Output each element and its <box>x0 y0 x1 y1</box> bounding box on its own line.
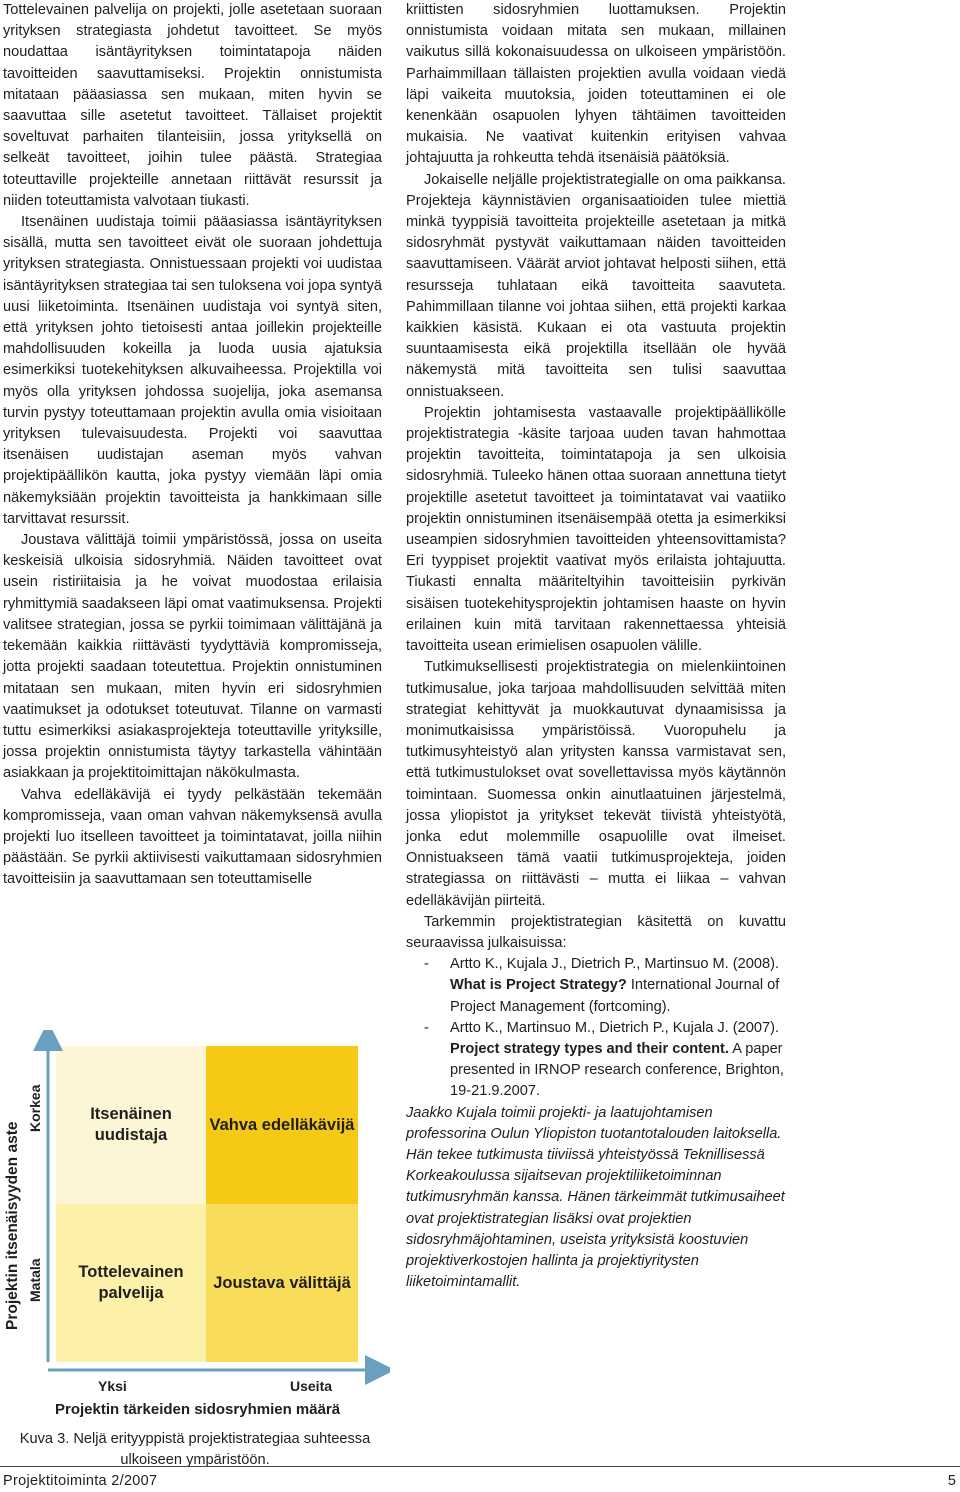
cell-tottelevainen-palvelija: Tottelevainen palvelija <box>78 1263 184 1302</box>
list-dash: - <box>424 1019 429 1036</box>
paragraph: Tarkemmin projektistrategian käsitettä on kuvattu seuraavissa julkaisuissa: <box>406 913 786 951</box>
reference-authors: Artto K., Kujala J., Dietrich P., Martinsuo M. (2008). <box>450 956 780 973</box>
y-tick-matala: Matala <box>27 1258 43 1302</box>
paragraph: Joustava välittäjä toimii ympäristössä, jossa on useita keskeisiä ulkoisia sidosryhmiä. Näiden tavoitteet ovat usein ristiriitaisia ja he voivat muodostaa erilaisia ryhmittymiä saadakseen läpi omat vaatimuksensa. Projekti valitsee strategian, jossa se pyrkii toimimaan välittäjänä ja tekemään kaikkia riittävästi tyydyttäviä kompromisseja, jotta projekti saadaan toteutettua. Projektin onnistuminen mitataan sen mukaan, miten hyvin eri sidosryhmien vaatimukset ja odotukset toteutuvat. Tilanne on varmasti tuttu esimerkiksi asiakasprojekteja toteuttaville yrityksille, jossa projektin onnistumista täytyy tarkastella vähintään asiakkaan ja projektitoimittajan näkökulmasta. <box>3 532 382 782</box>
right-column <box>406 0 786 1293</box>
figure-caption: Kuva 3. Neljä erityyppistä projektistrategiaa suhteessa ulkoiseen ympäristöön. <box>19 1431 371 1469</box>
y-tick-korkea: Korkea <box>27 1084 43 1132</box>
reference-source: International Journal of Project Management (fortcoming). <box>450 977 780 1015</box>
y-axis-label: Projektin itsenäisyyden aste <box>4 1121 21 1330</box>
paragraph: Itsenäinen uudistaja toimii pääasiassa isäntäyrityksen sisällä, mutta sen tavoitteet eivät ole suoraan johdettuja yrityksen strategiasta. Onnistuessaan projekti voi uudistaa isäntäyrityksen strategiaa tai sen tuloksena voi jopa syntyä uusi liiketoiminta. Itsenäinen uudistaja voi syntyä siten, että yrityksen johto tietoisesti antaa joillekin projekteille mahdollisuuden kokeilla ja luoda uusia ajatuksia esimerkiksi tuotekehityksen alkuvaiheessa. Projektilla voi myös olla yrityksen johdossa suojelija, joka asemansa turvin pystyy toteuttamaan projektin avulla omia visioitaan yrityksen tulevaisuudesta. Projekti voi saavuttaa itsenäisen uudistajan aseman myös vahvan projektipäällikön kautta, joka pystyy viemään läpi omia näkemyksiään projektin tavoitteista ja hankkimaan sille tarvittavat resurssit. <box>3 214 382 527</box>
cell-joustava-valittaja: Joustava välittäjä <box>213 1273 351 1292</box>
reference-title: What is Project Strategy? <box>450 977 627 994</box>
reference-authors: Artto K., Martinsuo M., Dietrich P., Kujala J. (2007). <box>450 1019 780 1036</box>
cell-vahva-edellakavija: Vahva edelläkävijä <box>209 1115 355 1134</box>
paragraph: Projektin johtamisesta vastaavalle projektipäällikölle projektistrategia -käsite tarjoaa uuden tavan hahmottaa projektin tavoitteita, toimintatapoja ja sen ulkoisia sidosryhmiä. Tuleeko hänen ottaa suoraan annettuna tietyt projektille asetetut tavoitteet ja toimintatavat vai vaatiiko projektin onnistuminen itsenäisempää otetta ja esimerkiksi useampien sidosryhmien tavoitteiden yhteensovittamista? Eri tyyppiset projektit vaativat myös erilaista johtajuutta. Tiukasti ennalta määriteltyihin tavoitteisiin pyrkivän sisäisen tuotekehitysprojektin johtamisen haaste on hyvin erilainen kuin mitä tarvitaan rakennettaessa yhteisiä tavoitteita usean erimielisen osapuolen välille. <box>406 404 786 655</box>
paragraph: kriittisten sidosryhmien luottamuksen. Projektin onnistumista voidaan mitata sen mukaan, millainen vaikutus sillä kokonaisuudessa on ulkoiseen ympäristöön. Parhaimmillaan tällaisten projektien avulla voidaan viedä läpi vaikeita muutoksia, joiden toteuttaminen ei ole kenenkään osapuolen lyhyen tähtäimen tavoitteiden mukaisia. Ne vaativat kuitenkin erityisen vahvaa johtajuutta ja rohkeutta tehdä itsenäisiä päätöksiä. <box>406 2 786 167</box>
list-dash: - <box>424 956 429 973</box>
x-tick-useita: Useita <box>290 1378 333 1394</box>
reference-source: A paper presented in IRNOP research conference, Brighton, 19-21.9.2007. <box>450 1040 784 1100</box>
page-footer <box>0 1466 960 1492</box>
reference-item <box>406 1018 786 1103</box>
reference-list <box>406 954 786 1102</box>
cell-itsenainen-uudistaja: Itsenäinen uudistaja <box>90 1105 172 1144</box>
author-bio: Jaakko Kujala toimii projekti- ja laatujohtamisen professorina Oulun Yliopiston tuotantotalouden laitoksella. Hän tekee tutkimusta tiiviissä yhteistyössä Teknillisessä Korkeakoulussa sijaitsevan projektiliiketoiminnan tutkimusryhmän kanssa. Hänen tärkeimmät tutkimusaiheet ovat projektistrategian lisäksi ovat projektien sidosryhmäjohtaminen, useista yrityksistä koostuvien projektiverkostojen hallinta ja projektiyritysten liiketoimintamallit. <box>406 1104 785 1291</box>
x-tick-yksi: Yksi <box>98 1378 127 1394</box>
publication-name: Projektitoiminta 2/2007 <box>3 1473 158 1489</box>
paragraph: Jokaiselle neljälle projektistrategialle on oma paikkansa. Projekteja käynnistävien organisaatioiden tulee miettiä minkä tyyppisiä tavoitteita projekteille asetetaan ja mitkä sidosryhmät pystyvät vaikuttamaan näiden tavoitteiden saavuttamiseen. Väärät arviot johtavat helposti siihen, että resursseja tuhlataan eikä tavoitteita saavuteta. Pahimmillaan tilanne voi johtaa siihen, että projekti karkaa kaikkien käsistä. Kukaan ei ota vastuuta projektin suuntaamisesta eikä projektilla itsellään ole hyvää näkemystä mitä tavoitteita sen tulisi saavuttaa onnistuakseen. <box>406 171 786 400</box>
page-number: 5 <box>947 1473 956 1489</box>
reference-item <box>406 954 786 1018</box>
left-column <box>3 0 382 891</box>
paragraph: Vahva edelläkävijä ei tyydy pelkästään tekemään kompromisseja, vaan oman vahvan näkemyksensä avulla projekti luo itselleen tavoitteet ja toimintatavat, joilla niihin päästään. Se pyrkii aktiivisesti vaikuttamaan sidosryhmien tavoitteisiin ja saavuttamaan sen toteuttamiselle <box>3 786 382 888</box>
figure-strategy-matrix <box>0 1030 390 1469</box>
paragraph: Tutkimuksellisesti projektistrategia on mielenkiintoinen tutkimusalue, joka tarjoaa mahdollisuuden selvittää miten strategiat kehittyvät ja muokkautuvat dynaamisissa ja monimutkaisissa ympäristöissä. Vuoropuhelu ja tutkimusyhteistyö alan yritysten kanssa varmistavat sen, että tutkimustulokset ovat sovellettavissa myös käytännön toimintaan. Suomessa onkin ainutlaatuinen järjestelmä, jossa yliopistot ja yritykset tekevät tiivistä yhteistyötä, jonka edut molemmille osapuolille ovat ilmeiset. Onnistuakseen tämä vaatii tutkimusprojekteja, joiden strategiassa on riittävästi – mutta ei liikaa – vahvan edelläkävijän piirteitä. <box>406 659 786 909</box>
reference-title: Project strategy types and their content. <box>450 1040 729 1057</box>
paragraph: Tottelevainen palvelija on projekti, jolle asetetaan suoraan yrityksen strategiasta johdetut tavoitteet. Se myös noudattaa isäntäyrityksen toimintatapoja näiden tavoitteiden saavuttamiseksi. Projektin onnistumista mitataan pääasiassa sen mukaan, miten hyvin se saavuttaa sille asetetut tavoitteet. Tällaiset projektit soveltuvat parhaiten tilanteisiin, jossa yrityksellä on selkeät tavoitteet, joihin tulee päästä. Strategiaa toteuttaville projekteille annetaan riittävät resurssit ja niiden toteuttamista valvotaan tiukasti. <box>3 2 382 209</box>
x-axis-label: Projektin tärkeiden sidosryhmien määrä <box>55 1401 341 1418</box>
